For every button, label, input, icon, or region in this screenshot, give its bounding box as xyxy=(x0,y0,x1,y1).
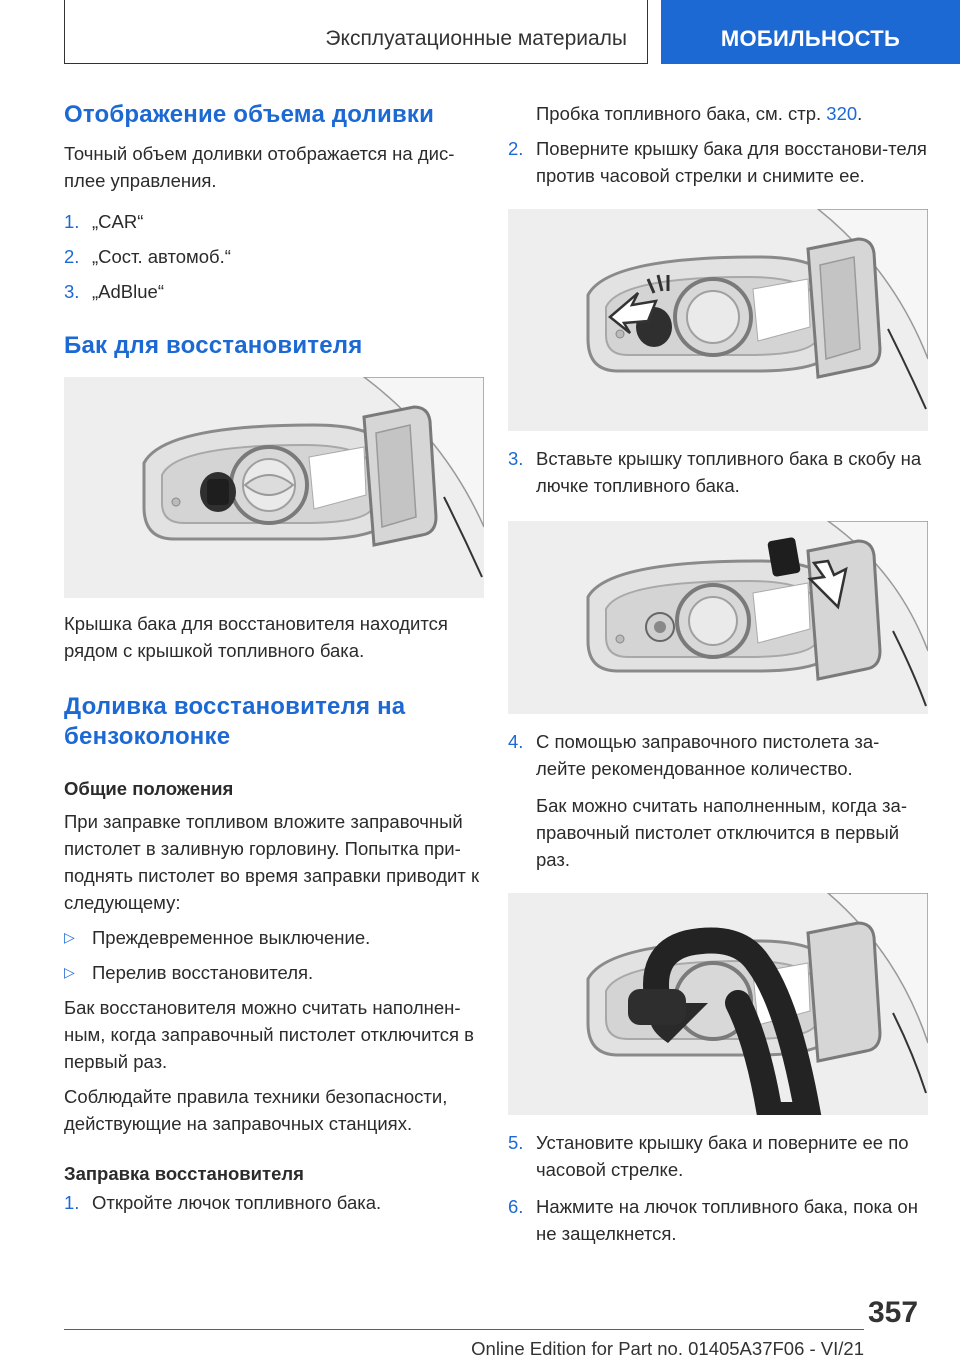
list-item: 3. Вставьте крышку топливного бака в скобу на лючке топливного бака. xyxy=(508,448,922,496)
list-item: 2. Поверните крышку бака для восстанови-теля против часовой стрелки и снимите ее. xyxy=(508,138,927,186)
tank-illustration xyxy=(64,377,484,598)
list-item: 5. Установите крышку бака и поверните ее по часовой стрелке. xyxy=(508,1132,909,1180)
general-text: При заправке топливом вложите заправочный пистолет в заливную горловину. Попытка при-поднять пистолет во время заправки приводит к следующему: xyxy=(64,811,480,913)
list-item: 4. С помощью заправочного пистолета за-лейте рекомендованное количество. xyxy=(508,731,880,779)
footer-edition: Online Edition for Part no. 01405A37F06 - VI/21 xyxy=(471,1338,864,1359)
page-link[interactable]: 320 xyxy=(826,103,858,124)
triangle-bullet-icon: ▷ xyxy=(64,929,75,945)
list-item-note: Бак можно считать наполненным, когда за-правочный пистолет отключится в первый раз. xyxy=(536,795,907,870)
triangle-bullet-icon: ▷ xyxy=(64,964,75,980)
header-section: Эксплуатационные материалы xyxy=(64,0,648,64)
list-item: 6. Нажмите на лючок топливного бака, пока он не защелкнется. xyxy=(508,1196,918,1244)
list-item: 1. Откройте лючок топливного бака. xyxy=(64,1192,382,1213)
volume-text: Точный объем доливки отображается на дис-плее управления. xyxy=(64,143,455,191)
heading-refill: Доливка восстановителя на бензоколонке xyxy=(64,693,406,750)
heading-volume: Отображение объема доливки xyxy=(64,101,435,128)
list-item: ▷ Преждевременное выключение. xyxy=(64,924,484,951)
right-column xyxy=(508,100,928,1247)
list-item: ▷ Перелив восстановителя. xyxy=(64,959,484,986)
footer-divider xyxy=(64,1329,864,1330)
tank-text: Крышка бака для восстановителя находится рядом с крышкой топливного бака. xyxy=(64,613,448,661)
insert-cap-illustration xyxy=(508,521,928,714)
list-item: 3. „AdBlue“ xyxy=(64,281,164,302)
heading-general: Общие положения xyxy=(64,778,234,799)
full-text: Бак восстановителя можно считать наполнен-ным, когда заправочный пистолет отключится в первый раз. xyxy=(64,997,474,1072)
left-column xyxy=(64,100,484,1216)
list-item: 1. „CAR“ xyxy=(64,211,144,232)
nozzle-illustration xyxy=(508,893,928,1115)
remove-cap-illustration xyxy=(508,209,928,431)
list-item: 2. „Сост. автомоб.“ xyxy=(64,246,231,267)
page-number: 357 xyxy=(868,1296,919,1329)
header-chapter[interactable]: МОБИЛЬНОСТЬ xyxy=(661,0,960,64)
list-item: Пробка топливного бака, см. стр. 320. xyxy=(536,103,863,124)
heading-tank: Бак для восстановителя xyxy=(64,332,363,359)
safety-text: Соблюдайте правила техники безопасности, действующие на заправочных станциях. xyxy=(64,1086,448,1134)
heading-fill: Заправка восстановителя xyxy=(64,1163,304,1184)
